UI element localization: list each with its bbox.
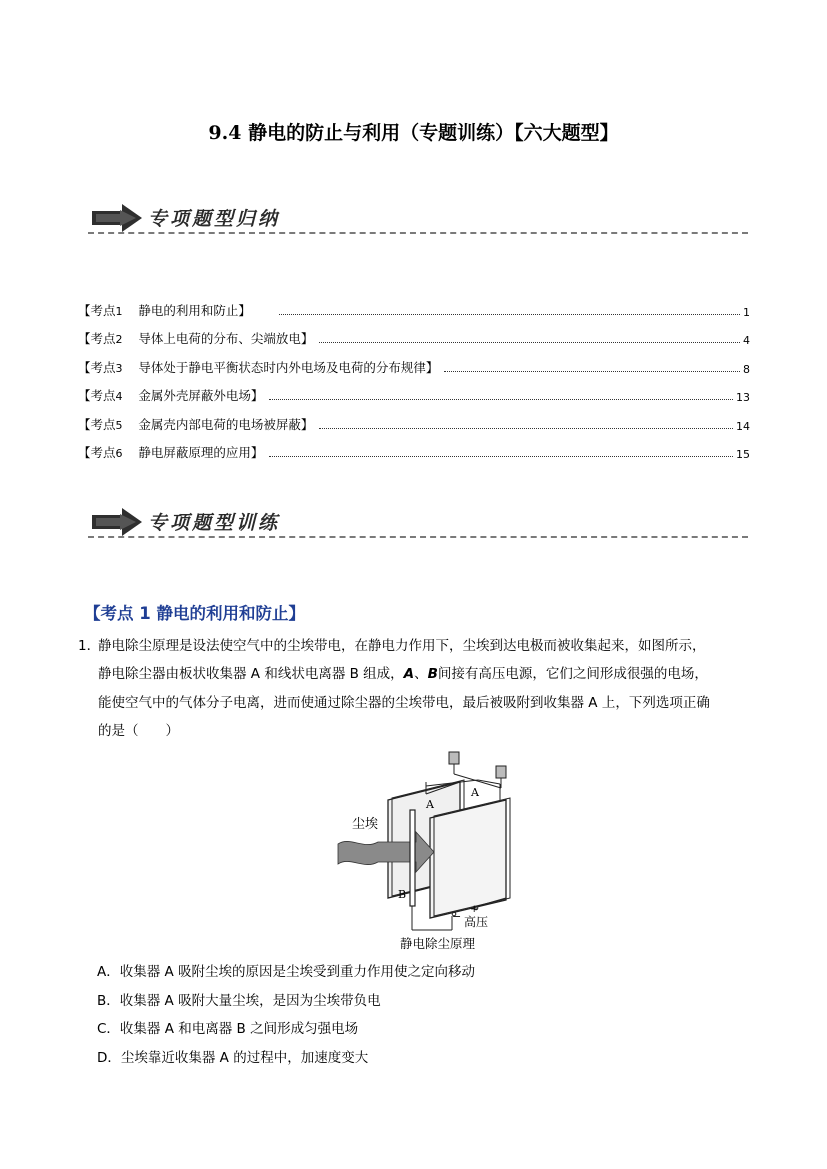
toc-row[interactable]: 【考点3 导体处于静电平衡状态时内外电场及电荷的分布规律】 8 — [78, 359, 750, 376]
option-d[interactable]: D．尘埃靠近收集器 A 的过程中，加速度变大 — [97, 1049, 369, 1066]
toc-row[interactable]: 【考点1 静电的利用和防止】 1 — [78, 302, 750, 319]
figure-caption: 静电除尘原理 — [400, 936, 476, 951]
question-stem: 静电除尘原理是设法使空气中的尘埃带电，在静电力作用下，尘埃到达电极而被收集起来，如图所示， 静电除尘器由板状收集器 A 和线状电离器 B 组成，A、B间接有高压电源，它们之间形成很强的电场， 能使空气中的气体分子电离，进而使通过除尘器的尘埃带电，最后被吸附到收集器 A 上，下列选项正确 的是（ ） — [98, 638, 710, 740]
ionizer-label: B — [398, 888, 407, 901]
toc-row[interactable]: 【考点4 金属外壳屏蔽外电场】 13 — [78, 388, 750, 404]
answer-options — [97, 958, 475, 1072]
toc-row[interactable]: 【考点6 静电屏蔽原理的应用】 15 — [78, 445, 750, 461]
electrostatic-precipitator-diagram — [330, 748, 530, 954]
question-1 — [78, 632, 758, 746]
divider — [88, 536, 748, 538]
question-number: 1． — [78, 638, 101, 654]
arrow-icon — [92, 508, 144, 536]
plus-label: + — [470, 904, 479, 915]
dust-label: 尘埃 — [352, 817, 379, 832]
section-heading: 【考点 1 静电的利用和防止】 — [84, 604, 305, 623]
option-b[interactable]: B．收集器 A 吸附大量尘埃，是因为尘埃带负电 — [97, 992, 381, 1009]
option-c[interactable]: C．收集器 A 和电离器 B 之间形成匀强电场 — [97, 1021, 359, 1037]
toc-row[interactable]: 【考点5 金属壳内部电荷的电场被屏蔽】 14 — [78, 416, 750, 433]
page-title: 9.4 静电的防止与利用（专题训练）【六大题型】 — [208, 122, 619, 144]
high-voltage-label: 高压 — [464, 915, 489, 929]
table-of-contents — [78, 290, 750, 461]
option-a[interactable]: A．收集器 A 吸附尘埃的原因是尘埃受到重力作用使之定向移动 — [97, 964, 476, 980]
training-banner — [88, 502, 748, 542]
minus-label: − — [452, 910, 462, 923]
summary-banner — [88, 198, 748, 238]
toc-row[interactable]: 【考点2 导体上电荷的分布、尖端放电】 4 — [78, 331, 750, 347]
training-banner-text: 专项题型训练 — [148, 512, 281, 534]
summary-banner-text: 专项题型归纳 — [148, 208, 281, 230]
collector-label: A — [426, 798, 434, 811]
arrow-icon — [92, 204, 144, 232]
divider — [88, 232, 748, 234]
collector-label: A — [471, 786, 479, 799]
